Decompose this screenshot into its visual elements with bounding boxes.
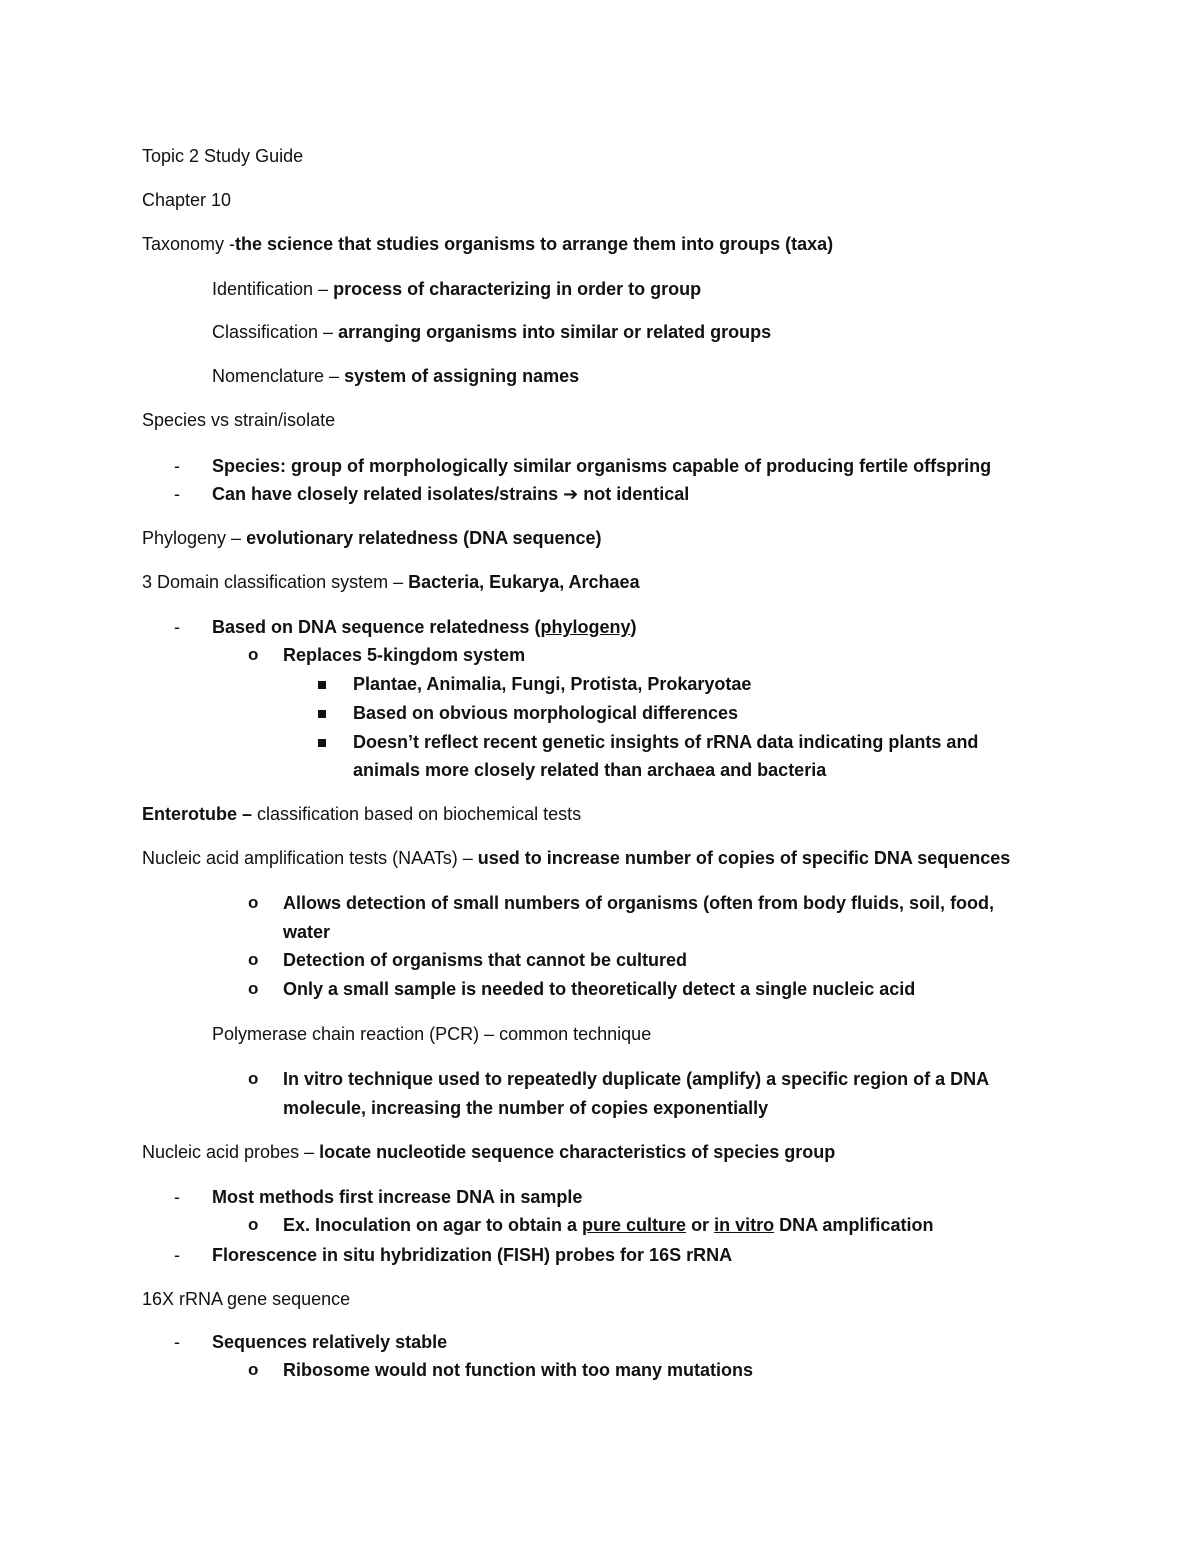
- classification-line: [212, 320, 771, 344]
- naat-def: used to increase number of copies of specific DNA sequences: [477, 848, 1011, 868]
- taxonomy-def: the science that studies organisms to arrange them into groups (taxa): [235, 234, 834, 254]
- nomenclature-line: [212, 364, 579, 388]
- domain-sub-1: Replaces 5-kingdom system: [283, 645, 526, 665]
- domain-def: Bacteria, Eukarya, Archaea: [408, 572, 640, 592]
- species-heading: Species vs strain/isolate: [142, 410, 336, 430]
- square-bullet-icon: [318, 729, 326, 753]
- probes-sub-1: [283, 1213, 933, 1237]
- square-bullet-icon: [318, 700, 326, 724]
- circle-bullet: o: [248, 1360, 259, 1379]
- phylogeny-line: [142, 526, 602, 550]
- probes-sub-1-text: Ex. Inoculation on agar to obtain a: [283, 1215, 583, 1235]
- probes-def: locate nucleotide sequence characteristics of species group: [319, 1142, 836, 1162]
- circle-bullet: o: [248, 645, 259, 664]
- right-arrow-icon: ➔: [563, 484, 579, 504]
- probes-line: [142, 1140, 835, 1164]
- identification-def: process of characterizing in order to group: [333, 279, 702, 299]
- dash-bullet: -: [174, 484, 180, 504]
- naat-sub-2: Detection of organisms that cannot be cultured: [283, 950, 688, 970]
- rrna-bullet-1: Sequences relatively stable: [212, 1332, 448, 1352]
- dash-bullet: -: [174, 1332, 180, 1352]
- probes-bullet-2: Florescence in situ hybridization (FISH) probes for 16S rRNA: [212, 1245, 733, 1265]
- rrna-heading: 16X rRNA gene sequence: [142, 1289, 351, 1309]
- domain-term: 3 Domain classification system –: [142, 572, 409, 592]
- dash-bullet: -: [174, 1245, 180, 1265]
- taxonomy-line: [142, 232, 833, 256]
- probes-bullet-1: Most methods first increase DNA in sample: [212, 1187, 583, 1207]
- domain-square-3b: animals more closely related than archaea and bacteria: [353, 760, 827, 780]
- pcr-sub-1b: molecule, increasing the number of copies exponentially: [283, 1098, 769, 1118]
- pcr-heading: Polymerase chain reaction (PCR) – common technique: [212, 1024, 652, 1044]
- domain-square-3a: Doesn’t reflect recent genetic insights of rRNA data indicating plants and: [353, 732, 979, 752]
- dash-bullet: -: [174, 456, 180, 476]
- naat-sub-3: Only a small sample is needed to theoretically detect a single nucleic acid: [283, 979, 916, 999]
- probes-term: Nucleic acid probes –: [142, 1142, 320, 1162]
- taxonomy-term: Taxonomy -: [142, 234, 236, 254]
- phylogeny-underlined: phylogeny: [540, 617, 631, 637]
- species-bullet-2: [212, 482, 689, 506]
- probes-sub-1-end: DNA amplification: [774, 1215, 934, 1235]
- circle-bullet: o: [248, 979, 259, 998]
- naat-term: Nucleic acid amplification tests (NAATs) –: [142, 848, 478, 868]
- classification-term: Classification –: [212, 322, 339, 342]
- domain-bullet-1-close: ): [630, 617, 637, 637]
- species-bullet-2-end: not identical: [578, 484, 690, 504]
- circle-bullet: o: [248, 1069, 259, 1088]
- dash-bullet: -: [174, 617, 180, 637]
- circle-bullet: o: [248, 950, 259, 969]
- domain-bullet-1-text: Based on DNA sequence relatedness (: [212, 617, 541, 637]
- doc-title: Topic 2 Study Guide: [142, 146, 304, 166]
- species-bullet-1: Species: group of morphologically similar organisms capable of producing fertile offspring: [212, 456, 992, 476]
- probes-sub-1-or: or: [686, 1215, 715, 1235]
- pcr-sub-1a: In vitro technique used to repeatedly duplicate (amplify) a specific region of a DNA: [283, 1069, 990, 1089]
- naat-line: [142, 846, 1010, 870]
- pure-culture-underlined: pure culture: [582, 1215, 687, 1235]
- classification-def: arranging organisms into similar or related groups: [338, 322, 772, 342]
- circle-bullet: o: [248, 1215, 259, 1234]
- identification-line: [212, 277, 701, 301]
- phylogeny-def: evolutionary relatedness (DNA sequence): [246, 528, 602, 548]
- circle-bullet: o: [248, 893, 259, 912]
- enterotube-line: [142, 802, 581, 826]
- chapter-heading: Chapter 10: [142, 190, 232, 210]
- in-vitro-underlined: in vitro: [714, 1215, 775, 1235]
- naat-sub-1a: Allows detection of small numbers of organisms (often from body fluids, soil, food,: [283, 893, 995, 913]
- species-bullet-2-text: Can have closely related isolates/strains: [212, 484, 564, 504]
- domain-bullet-1: [212, 615, 636, 639]
- rrna-sub-1: Ribosome would not function with too many mutations: [283, 1360, 753, 1380]
- naat-sub-1b: water: [283, 922, 331, 942]
- nomenclature-def: system of assigning names: [344, 366, 580, 386]
- domain-line: [142, 570, 640, 594]
- square-bullet-icon: [318, 671, 326, 695]
- nomenclature-term: Nomenclature –: [212, 366, 345, 386]
- enterotube-def: classification based on biochemical tests: [257, 804, 582, 824]
- domain-square-1: Plantae, Animalia, Fungi, Protista, Prokaryotae: [353, 674, 752, 694]
- enterotube-term: Enterotube –: [142, 804, 258, 824]
- phylogeny-term: Phylogeny –: [142, 528, 247, 548]
- domain-square-2: Based on obvious morphological differences: [353, 703, 739, 723]
- dash-bullet: -: [174, 1187, 180, 1207]
- identification-term: Identification –: [212, 279, 334, 299]
